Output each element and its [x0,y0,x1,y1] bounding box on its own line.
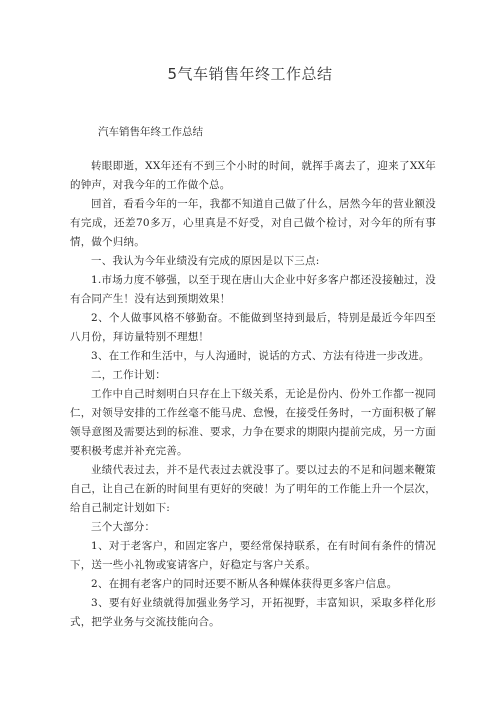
paragraph-reason-3: 3、在工作和生活中，与人沟通时，说话的方式、方法有待进一步改进。 [91,350,430,362]
paragraph-part-1: 1、对于老客户，和固定客户，要经常保持联系，在有时间有条件的情况下，送一些小礼物或宴请客户，好稳定与客户关系。 [70,540,436,571]
paragraph-plan-heading: 二，工作计划： [91,369,166,381]
paragraph-review: 回首，看看今年的一年，我都不知道自己做了什么，居然今年的营业额没有完成，还差70多万，心里真是不好受，对自己做个检讨，对今年的所有事情，做个归纳。 [70,198,436,248]
paragraph-part-2: 2、在拥有老客户的同时还要不断从各种媒体获得更多客户信息。 [91,578,398,590]
paragraph-performance: 业绩代表过去，并不是代表过去就没事了。要以过去的不足和问题来鞭策自己，让自己在新的时间里有更好的突破！为了明年的工作能上升一个层次，给自己制定计划如下: [70,464,436,514]
paragraph-reason-2: 2、个人做事风格不够勤奋。不能做到坚持到最后，特别是最近今年四至八月份，拜访量特别不理想！ [70,312,436,343]
document-title: 5气车销售年终工作总结 [167,65,333,83]
paragraph-plan-body: 工作中自己时刻明白只存在上下级关系，无论是份内、份外工作都一视同仁，对领导安排的工作丝毫不能马虎、怠慢，在接受任务时，一方面积极了解领导意图及需要达到的标准、要求，力争在要求的期限内提前完成，另一方面要积极考虑并补充完善。 [70,388,436,457]
document-subtitle: 汽车销售年终工作总结 [98,126,203,138]
paragraph-reason-1: 1.市场力度不够强，以至于现在唐山大企业中好多客户都还没接触过，没有合同产生！没有达到预期效果！ [70,274,436,305]
paragraph-three-parts-heading: 三个大部分： [91,521,156,533]
paragraph-part-3: 3、要有好业绩就得加强业务学习，开拓视野，丰富知识，采取多样化形式，把学业务与交流技能向合。 [70,597,436,628]
document-body [70,124,436,632]
paragraph-intro: 转眼即逝，XX年还有不到三个小时的时间，就挥手离去了，迎来了XX年的钟声，对我今年的工作做个总。 [70,160,436,191]
paragraph-reasons-heading: 一、我认为今年业绩没有完成的原因是以下三点: [91,255,320,267]
